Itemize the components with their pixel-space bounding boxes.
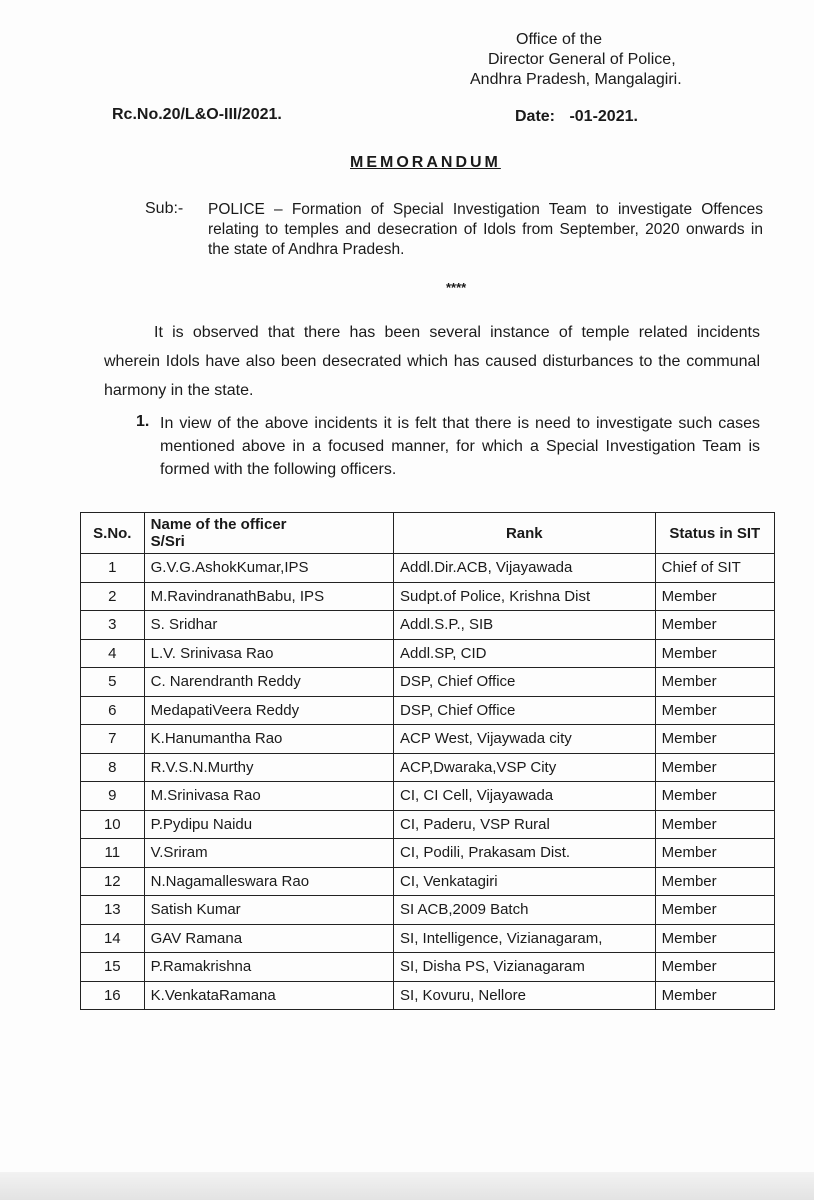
cell-status: Member xyxy=(655,639,774,668)
cell-name: R.V.S.N.Murthy xyxy=(144,753,393,782)
cell-sno: 6 xyxy=(81,696,145,725)
table-row xyxy=(81,981,775,1010)
body-paragraph: It is observed that there has been several instance of temple related incidents wherein Idols have also been desecrated which has caused disturbances to the communal harmony in the state. xyxy=(104,324,760,399)
table-row xyxy=(81,611,775,640)
header-sno: S.No. xyxy=(81,513,145,554)
cell-sno: 16 xyxy=(81,981,145,1010)
header-status: Status in SIT xyxy=(655,513,774,554)
cell-status: Member xyxy=(655,867,774,896)
separator: **** xyxy=(446,280,467,295)
cell-name: K.VenkataRamana xyxy=(144,981,393,1010)
cell-status: Member xyxy=(655,810,774,839)
cell-status: Member xyxy=(655,953,774,982)
cell-rank: ACP,Dwaraka,VSP City xyxy=(394,753,656,782)
point-text: In view of the above incidents it is felt that there is need to investigate such cases mentioned above in a focused manner, for which a Special Investigation Team is formed with the following officers. xyxy=(160,415,760,478)
header-name xyxy=(144,513,393,554)
cell-rank: SI, Intelligence, Vizianagaram, xyxy=(394,924,656,953)
cell-status: Member xyxy=(655,753,774,782)
table-body xyxy=(81,554,775,1010)
header-rank: Rank xyxy=(394,513,656,554)
letterhead-line: Director General of Police, xyxy=(488,51,676,68)
cell-rank: CI, Paderu, VSP Rural xyxy=(394,810,656,839)
cell-status: Member xyxy=(655,668,774,697)
cell-rank: CI, Podili, Prakasam Dist. xyxy=(394,839,656,868)
cell-status: Member xyxy=(655,924,774,953)
cell-sno: 2 xyxy=(81,582,145,611)
cell-rank: Addl.Dir.ACB, Vijayawada xyxy=(394,554,656,583)
cell-name: M.RavindranathBabu, IPS xyxy=(144,582,393,611)
table-row xyxy=(81,839,775,868)
letterhead-line: Office of the xyxy=(516,31,602,48)
cell-name: MedapatiVeera Reddy xyxy=(144,696,393,725)
cell-name: L.V. Srinivasa Rao xyxy=(144,639,393,668)
reference-number: Rc.No.20/L&O-III/2021. xyxy=(112,106,282,123)
cell-name: S. Sridhar xyxy=(144,611,393,640)
cell-rank: CI, Venkatagiri xyxy=(394,867,656,896)
cell-name: P.Pydipu Naidu xyxy=(144,810,393,839)
cell-rank: Addl.SP, CID xyxy=(394,639,656,668)
table-row xyxy=(81,810,775,839)
cell-status: Member xyxy=(655,582,774,611)
cell-name: G.V.G.AshokKumar,IPS xyxy=(144,554,393,583)
cell-sno: 14 xyxy=(81,924,145,953)
letterhead xyxy=(470,30,790,90)
cell-rank: DSP, Chief Office xyxy=(394,668,656,697)
table-header-row xyxy=(81,513,775,554)
subject-label: Sub:- xyxy=(145,200,184,217)
table-row xyxy=(81,753,775,782)
cell-name: M.Srinivasa Rao xyxy=(144,782,393,811)
cell-sno: 4 xyxy=(81,639,145,668)
cell-status: Member xyxy=(655,725,774,754)
cell-status: Chief of SIT xyxy=(655,554,774,583)
cell-sno: 8 xyxy=(81,753,145,782)
document-date: Date: -01-2021. xyxy=(515,108,638,125)
cell-sno: 15 xyxy=(81,953,145,982)
cell-sno: 11 xyxy=(81,839,145,868)
cell-sno: 5 xyxy=(81,668,145,697)
cell-status: Member xyxy=(655,696,774,725)
table-row xyxy=(81,696,775,725)
cell-rank: DSP, Chief Office xyxy=(394,696,656,725)
cell-name: GAV Ramana xyxy=(144,924,393,953)
table-row xyxy=(81,639,775,668)
point-number: 1. xyxy=(136,413,150,430)
table-row xyxy=(81,924,775,953)
cell-status: Member xyxy=(655,782,774,811)
subject-text: POLICE – Formation of Special Investigation Team to investigate Offences relating to temples and desecration of Idols from September, 2020 onwards in the state of Andhra Pradesh. xyxy=(208,201,763,258)
table-row xyxy=(81,867,775,896)
cell-sno: 3 xyxy=(81,611,145,640)
cell-rank: SI ACB,2009 Batch xyxy=(394,896,656,925)
cell-rank: SI, Kovuru, Nellore xyxy=(394,981,656,1010)
cell-name: K.Hanumantha Rao xyxy=(144,725,393,754)
cell-rank: CI, CI Cell, Vijayawada xyxy=(394,782,656,811)
table-row xyxy=(81,782,775,811)
header-name-sub: S/Sri xyxy=(150,533,185,550)
letterhead-line: Andhra Pradesh, Mangalagiri. xyxy=(470,71,682,88)
page-shadow xyxy=(0,1172,814,1200)
cell-name: Satish Kumar xyxy=(144,896,393,925)
table-row xyxy=(81,953,775,982)
officers-table xyxy=(80,512,775,1010)
cell-sno: 10 xyxy=(81,810,145,839)
table-row xyxy=(81,725,775,754)
cell-status: Member xyxy=(655,611,774,640)
cell-sno: 13 xyxy=(81,896,145,925)
cell-sno: 1 xyxy=(81,554,145,583)
cell-rank: Sudpt.of Police, Krishna Dist xyxy=(394,582,656,611)
cell-name: P.Ramakrishna xyxy=(144,953,393,982)
cell-name: V.Sriram xyxy=(144,839,393,868)
table-row xyxy=(81,896,775,925)
cell-rank: ACP West, Vijaywada city xyxy=(394,725,656,754)
cell-sno: 9 xyxy=(81,782,145,811)
document-title: MEMORANDUM xyxy=(350,154,501,171)
table-row xyxy=(81,668,775,697)
header-name-label: Name of the officer xyxy=(150,516,287,533)
cell-rank: Addl.S.P., SIB xyxy=(394,611,656,640)
table-row xyxy=(81,582,775,611)
cell-name: N.Nagamalleswara Rao xyxy=(144,867,393,896)
cell-rank: SI, Disha PS, Vizianagaram xyxy=(394,953,656,982)
cell-status: Member xyxy=(655,839,774,868)
cell-status: Member xyxy=(655,981,774,1010)
cell-status: Member xyxy=(655,896,774,925)
cell-sno: 12 xyxy=(81,867,145,896)
cell-sno: 7 xyxy=(81,725,145,754)
table-row xyxy=(81,554,775,583)
cell-name: C. Narendranth Reddy xyxy=(144,668,393,697)
